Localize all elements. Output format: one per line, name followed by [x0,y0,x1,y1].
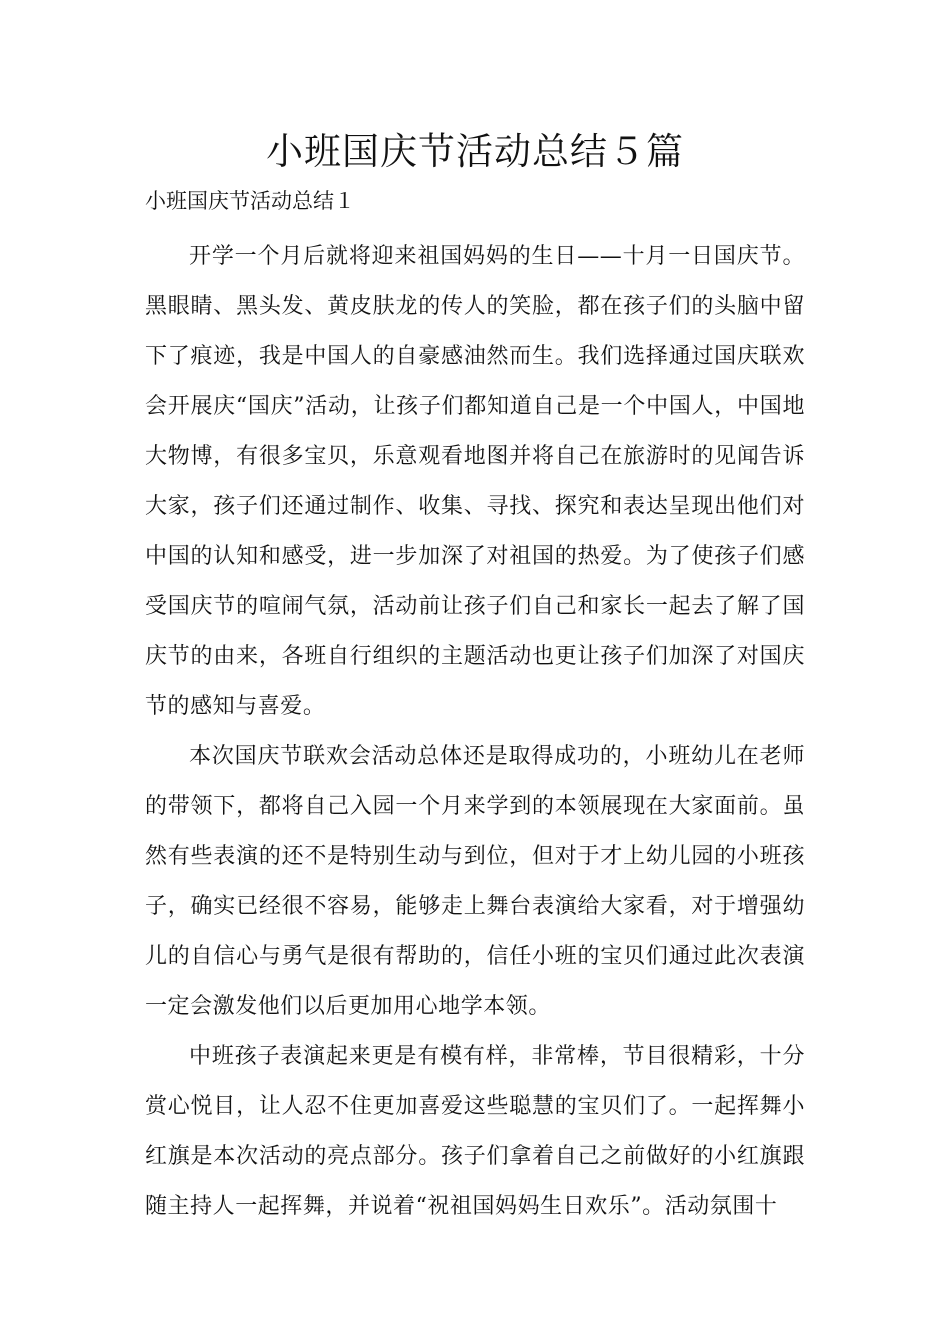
paragraph-2: 本次国庆节联欢会活动总体还是取得成功的，小班幼儿在老师的带领下，都将自己入园一个月来学到的本领展现在大家面前。虽然有些表演的还不是特别生动与到位，但对于才上幼儿园的小班孩子，确实已经很不容易，能够走上舞台表演给大家看，对于增强幼儿的自信心与勇气是很有帮助的，信任小班的宝贝们通过此次表演一定会激发他们以后更加用心地学本领。 [145,744,805,1019]
paragraph-1: 开学一个月后就将迎来祖国妈妈的生日——十月一日国庆节。黑眼睛、黑头发、黄皮肤龙的传人的笑脸，都在孩子们的头脑中留下了痕迹，我是中国人的自豪感油然而生。我们选择通过国庆联欢会开展庆“国庆”活动，让孩子们都知道自己是一个中国人，中国地大物博，有很多宝贝，乐意观看地图并将自己在旅游时的见闻告诉大家，孩子们还通过制作、收集、寻找、探究和表达呈现出他们对中国的认知和感受，进一步加深了对祖国的热爱。为了使孩子们感受国庆节的喧闹气氛，活动前让孩子们自己和家长一起去了解了国庆节的由来，各班自行组织的主题活动也更让孩子们加深了对国庆节的感知与喜爱。 [145,244,805,719]
paragraph-3: 中班孩子表演起来更是有模有样，非常棒，节目很精彩，十分赏心悦目，让人忍不住更加喜爱这些聪慧的宝贝们了。一起挥舞小红旗是本次活动的亮点部分。孩子们拿着自己之前做好的小红旗跟随主持人一起挥舞，并说着“祝祖国妈妈生日欢乐”。活动氛围十 [145,1044,805,1219]
section-heading: 小班国庆节活动总结１ [145,189,355,213]
body-text [145,232,805,1232]
document-title: 小班国庆节活动总结５篇 [266,130,684,173]
